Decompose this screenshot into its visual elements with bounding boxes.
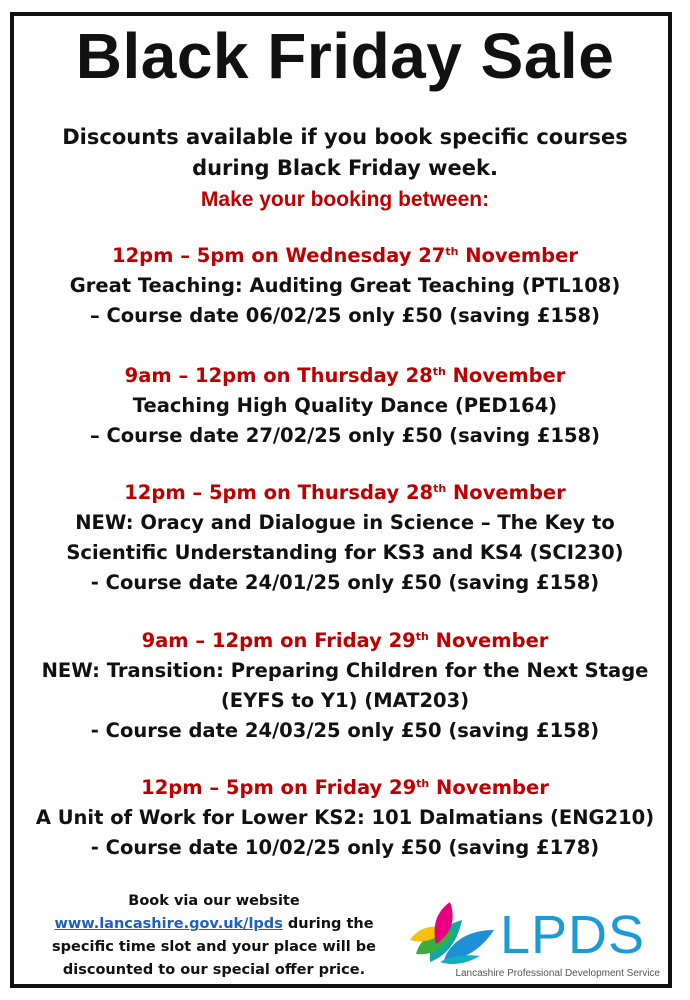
offer-block bbox=[0, 626, 690, 746]
leaf-mark-icon bbox=[410, 900, 505, 970]
slot-ordinal: th bbox=[445, 245, 459, 258]
offer-course-line: (EYFS to Y1) (MAT203) bbox=[220, 689, 470, 712]
offer-course-line: NEW: Transition: Preparing Children for the Next Stage bbox=[41, 659, 649, 682]
booking-info-line-2-rest: during the bbox=[282, 916, 374, 932]
offer-course-line: Great Teaching: Auditing Great Teaching (PTL108) bbox=[69, 274, 621, 297]
logo-subtitle: Lancashire Professional Development Service bbox=[455, 968, 660, 979]
offer-time-slot bbox=[0, 478, 690, 508]
offer-time-slot bbox=[0, 773, 690, 803]
booking-cta: Make your booking between: bbox=[200, 188, 490, 211]
offer-price-line: – Course date 06/02/25 only £50 (saving £158) bbox=[89, 304, 601, 327]
booking-info-line-3: specific time slot and your place will be bbox=[52, 939, 376, 955]
offer-time-slot bbox=[0, 361, 690, 391]
offer-course-line: Teaching High Quality Dance (PED164) bbox=[132, 394, 558, 417]
booking-info-line-1: Book via our website bbox=[128, 893, 300, 909]
offer-course-line: A Unit of Work for Lower KS2: 101 Dalmatians (ENG210) bbox=[35, 806, 655, 829]
slot-text: 9am – 12pm on Thursday 28 bbox=[124, 364, 433, 387]
lpds-logo bbox=[410, 900, 660, 985]
slot-ordinal: th bbox=[432, 365, 446, 378]
slot-ordinal: th bbox=[415, 630, 429, 643]
offer-block bbox=[0, 773, 690, 863]
slot-month: November bbox=[446, 481, 566, 504]
offer-block bbox=[0, 241, 690, 331]
slot-month: November bbox=[429, 776, 549, 799]
offer-course-line: NEW: Oracy and Dialogue in Science – The Key to bbox=[75, 511, 615, 534]
offer-block bbox=[0, 478, 690, 598]
slot-ordinal: th bbox=[416, 777, 430, 790]
offer-price-line: - Course date 24/03/25 only £50 (saving £158) bbox=[90, 719, 600, 742]
intro-block bbox=[0, 122, 690, 215]
intro-line-1: Discounts available if you book specific courses bbox=[62, 125, 628, 149]
slot-text: 12pm – 5pm on Friday 29 bbox=[141, 776, 417, 799]
intro-line-2: during Black Friday week. bbox=[192, 156, 498, 180]
website-link[interactable]: www.lancashire.gov.uk/lpds bbox=[54, 916, 283, 932]
offer-price-line: - Course date 24/01/25 only £50 (saving £158) bbox=[90, 571, 600, 594]
offer-block bbox=[0, 361, 690, 451]
booking-info bbox=[28, 890, 400, 982]
offer-time-slot bbox=[0, 626, 690, 656]
offer-price-line: - Course date 10/02/25 only £50 (saving £178) bbox=[90, 836, 600, 859]
logo-wordmark: LPDS bbox=[500, 905, 646, 965]
booking-info-line-4: discounted to our special offer price. bbox=[62, 962, 366, 978]
slot-month: November bbox=[428, 629, 549, 652]
offer-course-line: Scientific Understanding for KS3 and KS4 (SCI230) bbox=[66, 541, 624, 564]
slot-text: 12pm – 5pm on Wednesday 27 bbox=[112, 244, 446, 267]
slot-text: 12pm – 5pm on Thursday 28 bbox=[124, 481, 434, 504]
offer-time-slot bbox=[0, 241, 690, 271]
poster-title: Black Friday Sale bbox=[75, 20, 615, 92]
offer-price-line: – Course date 27/02/25 only £50 (saving £158) bbox=[89, 424, 601, 447]
slot-ordinal: th bbox=[433, 482, 447, 495]
booking-info-line-2 bbox=[28, 913, 400, 936]
slot-month: November bbox=[445, 364, 566, 387]
slot-month: November bbox=[458, 244, 578, 267]
slot-text: 9am – 12pm on Friday 29 bbox=[141, 629, 416, 652]
